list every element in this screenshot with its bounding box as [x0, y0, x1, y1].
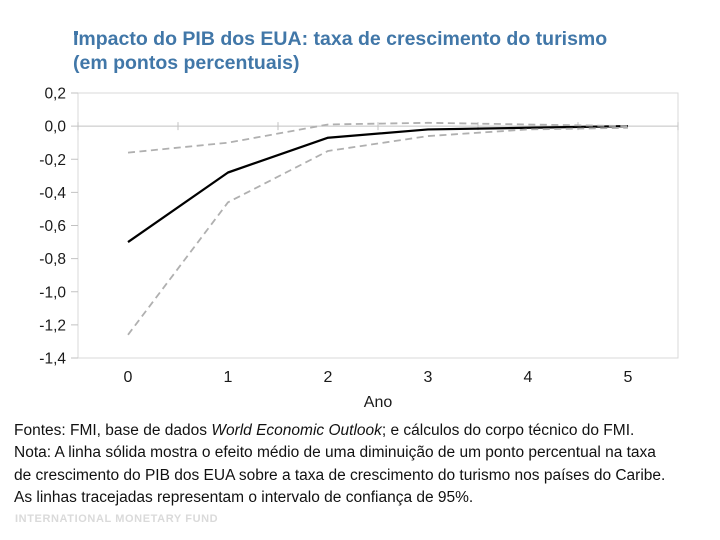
x-tick-label: 0: [123, 369, 133, 386]
chart-title-line1: Impacto do PIB dos EUA: taxa de crescimento do turismo: [73, 28, 608, 50]
ci-lower-line: [128, 128, 628, 335]
fontes-suffix: ; e cálculos do corpo técnico do FMI.: [381, 422, 635, 439]
x-tick-label: 2: [323, 369, 333, 386]
x-axis-title: Ano: [363, 394, 393, 411]
x-tick-label: 4: [523, 369, 533, 386]
imf-watermark: INTERNATIONAL MONETARY FUND: [15, 513, 219, 525]
x-tick-label: 5: [623, 369, 633, 386]
fontes-line: [14, 420, 674, 442]
chart-title: [73, 27, 607, 75]
y-tick-label: -0,6: [39, 218, 66, 235]
y-tick-label: -1,2: [39, 317, 66, 335]
x-tick-label: 3: [423, 369, 433, 386]
chart-title-line2: (em pontos percentuais): [73, 52, 300, 74]
fontes-italic-title: World Economic Outlook: [211, 422, 382, 439]
y-tick-label: -0,4: [39, 184, 66, 202]
y-tick-label: -0,2: [39, 151, 66, 169]
y-tick-label: -1,0: [39, 284, 66, 302]
x-tick-label: 1: [223, 369, 233, 386]
y-tick-label: -0,8: [39, 251, 66, 269]
line-chart: [0, 85, 720, 420]
y-tick-label: 0,2: [44, 85, 66, 103]
fontes-text: Fontes: FMI, base de dados: [14, 422, 212, 439]
y-tick-label: -1,4: [39, 350, 66, 368]
y-tick-label: 0,0: [44, 118, 66, 136]
source-note: [14, 420, 674, 510]
nota-text: Nota: A linha sólida mostra o efeito médio de uma diminuição de um ponto percentual na taxa de crescimento do PIB dos EUA sobre a taxa de crescimento do turismo nos países do Caribe. As linhas tracejadas representam o intervalo de confiança de 95%.: [14, 444, 666, 507]
